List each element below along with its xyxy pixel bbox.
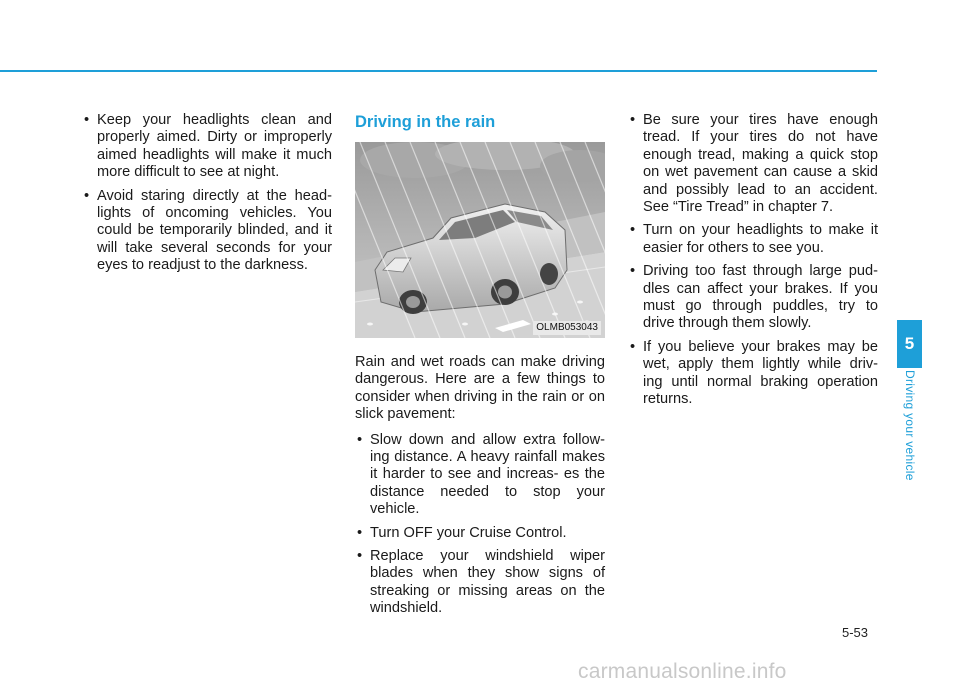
- rain-driving-illustration: [355, 142, 605, 338]
- tires-brakes-bullet-list: [628, 112, 878, 409]
- figure-code: OLMB053043: [533, 321, 601, 335]
- header-rule: [0, 70, 877, 72]
- list-item: • Driving too fast through large pud- dles can affect your brakes. If you must go through puddles, try to drive through them slowly.: [628, 263, 878, 333]
- list-item: • Avoid staring directly at the head- lights of oncoming vehicles. You could be temporarily blinded, and it will take several seconds for your eyes to readjust to the darkness.: [82, 188, 332, 275]
- section-heading: Driving in the rain: [355, 113, 496, 131]
- headlight-bullet-list: [82, 112, 332, 275]
- column-3: [628, 112, 878, 415]
- list-item: • Turn OFF your Cruise Control.: [355, 525, 605, 542]
- page-number: 5-53: [842, 625, 869, 640]
- column-2: [355, 112, 605, 624]
- list-item: • Be sure your tires have enough tread. If your tires do not have enough tread, making a quick stop on wet pavement can cause a skid and possibly lead to an accident. See “Tire Tread” in chapter 7.: [628, 112, 878, 216]
- chapter-number-tab: 5: [897, 320, 922, 368]
- list-item: • Turn on your headlights to make it easier for others to see you.: [628, 222, 878, 257]
- list-item: • If you believe your brakes may be wet, apply them lightly while driv- ing until normal braking operation returns.: [628, 339, 878, 409]
- list-item: • Replace your windshield wiper blades when they show signs of streaking or missing areas on the windshield.: [355, 548, 605, 618]
- list-item: • Slow down and allow extra follow- ing distance. A heavy rainfall makes it harder to see and increas- es the distance needed to stop your vehicle.: [355, 432, 605, 519]
- intro-paragraph: Rain and wet roads can make driving dangerous. Here are a few things to consider when driving in the rain or on slick pavement:: [355, 354, 605, 423]
- watermark-text: carmanualsonline.info: [578, 660, 787, 683]
- rain-bullet-list: [355, 432, 605, 618]
- car-in-rain-image: [355, 142, 605, 338]
- chapter-title: Driving your vehicle: [903, 370, 917, 481]
- list-item: • Keep your headlights clean and properly aimed. Dirty or improperly aimed headlights will make it much more difficult to see at night.: [82, 112, 332, 182]
- column-1: [82, 112, 332, 281]
